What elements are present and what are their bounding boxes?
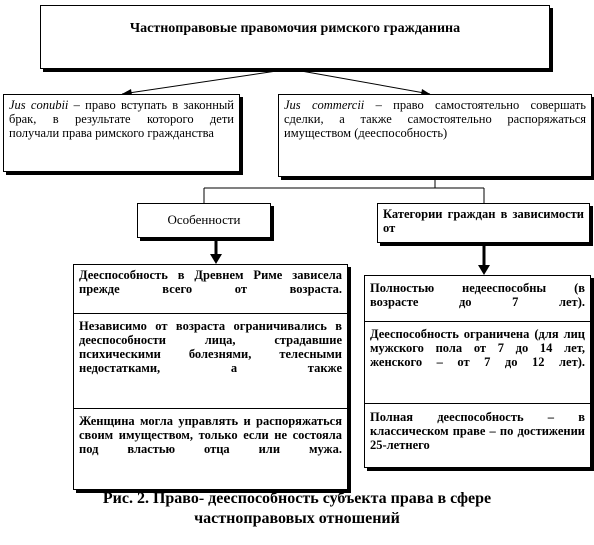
jus-commercii-text: – право самостоятельно совершать сделки, а также самостоятельно распоряжаться имуществом (дееспособность) bbox=[284, 98, 586, 140]
categories-cell-1: Полностью недееспособны (в возрасте до 7 лет). bbox=[370, 281, 585, 309]
categories-label: Категории граждан в зависимости от bbox=[383, 207, 584, 235]
categories-cell-2: Дееспособность ограничена (для лиц мужского пола от 7 до 14 лет, женского – от 7 до 12 лет). bbox=[370, 327, 585, 369]
divider bbox=[365, 321, 590, 322]
features-label: Особенности bbox=[167, 212, 241, 227]
features-cell-2: Независимо от возраста ограничивались в дееспособности лица, страдавшие психическими болезнями, телесными недостатками, а также bbox=[79, 319, 342, 375]
divider bbox=[365, 403, 590, 404]
features-cell-1: Дееспособность в Древнем Риме зависела прежде всего от возраста. bbox=[79, 268, 342, 296]
divider bbox=[74, 408, 347, 409]
jus-conubii-text: – право вступать в законный брак, в результате которого дети получали права римского гражданства bbox=[9, 98, 234, 140]
features-cell-3: Женщина могла управлять и распоряжаться своим имуществом, только если не состояла под властью отца или мужа. bbox=[79, 414, 342, 456]
jus-conubii-term: Jus conubii bbox=[9, 98, 69, 112]
jus-conubii-box bbox=[3, 94, 240, 172]
caption-line-2: частноправовых отношений bbox=[194, 510, 400, 527]
diagram-title: Частноправовые правомочия римского гражданина bbox=[129, 21, 461, 36]
arrowhead-features-down bbox=[210, 254, 222, 264]
caption-line-1: Рис. 2. Право- дееспособность субъекта права в сфере bbox=[102, 490, 492, 507]
categories-list bbox=[364, 275, 591, 468]
divider bbox=[74, 313, 347, 314]
jus-commercii-box bbox=[278, 94, 592, 177]
connector-title-left bbox=[122, 69, 290, 94]
jus-commercii-term: Jus commercii bbox=[284, 98, 365, 112]
connector-title-right bbox=[290, 69, 430, 94]
figure-caption bbox=[0, 489, 594, 529]
categories-cell-3: Полная дееспособность – в классическом праве – по достижении 25-летнего bbox=[370, 410, 585, 452]
categories-box bbox=[377, 203, 590, 243]
diagram-title-box bbox=[40, 5, 550, 69]
features-box bbox=[137, 203, 271, 238]
features-list bbox=[73, 264, 348, 490]
arrowhead-categories-down bbox=[478, 265, 490, 275]
